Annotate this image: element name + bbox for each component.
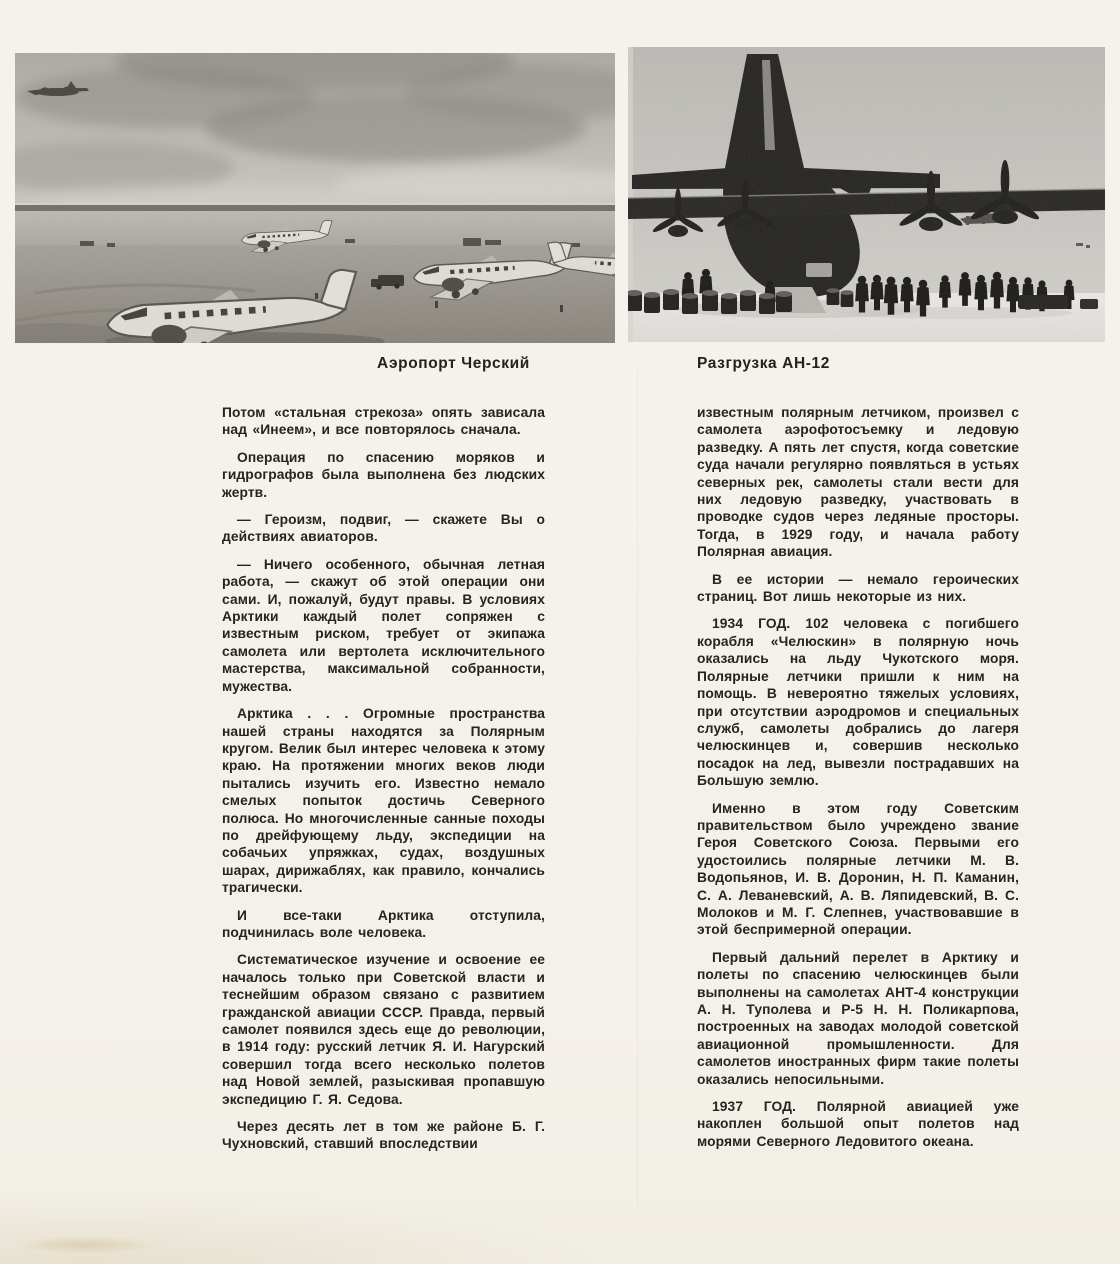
paragraph: — Героизм, подвиг, — скажете Вы о действиях авиаторов. (222, 512, 545, 545)
paragraph: В ее истории — немало героических страниц. Вот лишь некоторые из них. (697, 571, 1019, 605)
airport-chersky-photo (15, 53, 615, 343)
an12-unloading-photo (628, 47, 1105, 342)
paragraph: 1937 ГОД. Полярной авиацией уже накоплен большой опыт полетов над морями Северного Ледовитого океана. (697, 1099, 1019, 1149)
left-text-column (222, 404, 545, 1163)
paper-smudge (16, 1236, 156, 1254)
paragraph: Операция по спасению моряков и гидрографов была выполнена без людских жертв. (222, 449, 545, 500)
paragraph: И все-таки Арктика отступила, подчинилась воле человека. (222, 907, 545, 940)
an12-photo-illustration (628, 47, 1105, 342)
page-crease (637, 370, 638, 1210)
paragraph: 1934 ГОД. 102 человека с погибшего корабля «Челюскин» в полярную ночь оказались на льду Чукотского моря. Полярные летчики пришли к ним на помощь. В невероятно тяжелых условиях, при отсутствии аэродромов и специальных служб, самолеты добрались до лагеря челюскинцев и, совершив несколько посадок на лед, вывезли пострадавших на Большую землю. (697, 616, 1019, 789)
paragraph: Через десять лет в том же районе Б. Г. Чухновский, ставший впоследствии (222, 1119, 545, 1152)
paragraph: Потом «стальная стрекоза» опять зависала над «Инеем», и все повторялось сначала. (222, 405, 545, 438)
paragraph: Арктика . . . Огромные пространства нашей страны находятся за Полярным кругом. Велик был интерес человека к этому краю. На протяжении многих веков люди пытались изучить его. Известно немало смелых попыток достичь Северного полюса. Но многочисленные санные походы по дрейфующему льду, экспедиции на собачьих упряжках, судах, воздушных шарах, дирижаблях, как правило, кончались трагически. (222, 706, 545, 896)
left-photo-caption: Аэропорт Черский (377, 355, 530, 372)
right-text-column (697, 404, 1019, 1160)
paragraph: — Ничего особенного, обычная летная работа, — скажут об этой операции они сами. И, пожалуй, будут правы. В условиях Арктики каждый полет сопряжен с известным риском, требует от экипажа самолета или вертолета исключительного мастерства, максимальной собранности, мужества. (222, 556, 545, 694)
paragraph: Систематическое изучение и освоение ее началось только при Советской власти и теснейшим образом связано с развитием гражданской авиации СССР. Правда, первый самолет появился здесь еще до революции, в 1914 году: русский летчик Я. И. Нагурский совершил тогда всего несколько полетов над Новой землей, разыскивая пропавшую экспедицию Г. Я. Седова. (222, 952, 545, 1107)
paragraph: Первый дальний перелет в Арктику и полеты по спасению челюскинцев были выполнены на самолетах АНТ-4 конструкции А. Н. Туполева и Р-5 Н. Н. Поликарпова, построенных на заводах молодой советской авиационной промышленности. Для самолетов иностранных фирм такие полеты оказались непосильными. (697, 949, 1019, 1087)
paragraph: Именно в этом году Советским правительством было учреждено звание Героя Советского Союза. Первыми его удостоились полярные летчики М. В. Водопьянов, И. В. Доронин, Н. П. Каманин, С. А. Леваневский, А. В. Ляпидевский, В. С. Молоков и М. Г. Слепнев, участвовавшие в этой беспримерной операции. (697, 800, 1019, 938)
right-photo-caption: Разгрузка АН-12 (697, 355, 830, 372)
airport-photo-illustration (15, 53, 615, 343)
paragraph: известным полярным летчиком, произвел с самолета аэрофотосъемку и ледовую разведку. А пять лет спустя, когда советские суда начали регулярно появляться в устьях северных рек, самолеты стали вести для них ледовую разведку, участвовать в проводке судов через ледяные просторы. Тогда, в 1929 году, и начала работу Полярная авиация. (697, 405, 1019, 560)
